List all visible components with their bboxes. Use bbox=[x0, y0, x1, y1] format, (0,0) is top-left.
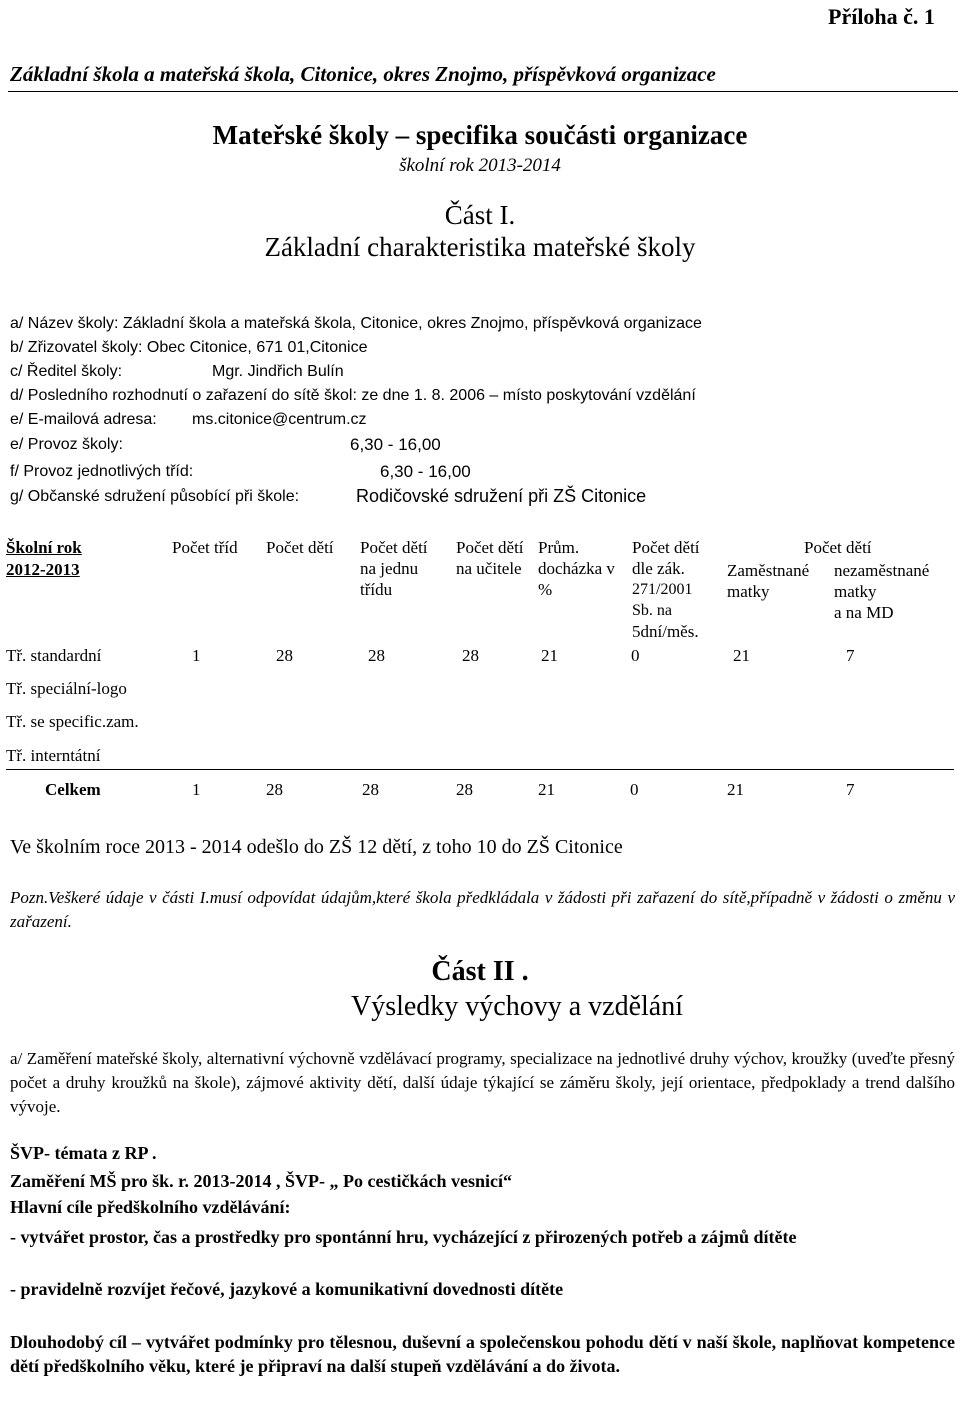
table-header-year: Školní rok bbox=[6, 538, 82, 557]
table-cell: 21 bbox=[727, 780, 744, 799]
info-b: b/ Zřizovatel školy: Obec Citonice, 671 01,Citonice bbox=[10, 339, 368, 356]
table-header-per-class: na jednu bbox=[360, 559, 419, 578]
table-row-label: Tř. speciální-logo bbox=[6, 679, 127, 698]
goal-1: - vytvářet prostor, čas a prostředky pro spontánní hru, vycházející z přirozených potřeb a zájmů dítěte bbox=[10, 1227, 797, 1247]
table-header-unemployed: nezaměstnané bbox=[834, 561, 930, 580]
table-cell: 0 bbox=[630, 780, 639, 799]
info-c-label: c/ Ředitel školy: bbox=[10, 363, 123, 380]
table-cell: 28 bbox=[276, 646, 293, 665]
table-header-law: 5dní/měs. bbox=[632, 622, 699, 641]
table-cell: 7 bbox=[846, 780, 855, 799]
info-sdruzeni-label: g/ Občanské sdružení působící při škole: bbox=[10, 488, 300, 505]
part2-subheading: Výsledky výchovy a vzdělání bbox=[350, 991, 684, 1022]
table-header-per-teacher: na učitele bbox=[456, 559, 522, 578]
table-header-employed: Zaměstnané bbox=[727, 561, 810, 580]
info-tridy-value: 6,30 - 16,00 bbox=[380, 462, 471, 481]
remark: Pozn.Veškeré údaje v části I.musí odpovídat údajům,které škola předkládala v žádosti při zařazení do sítě,případně v žádosti o změnu v zařazení. bbox=[10, 888, 955, 931]
organization-name: Základní škola a mateřská škola, Citonice, okres Znojmo, příspěvková organizace bbox=[10, 62, 716, 86]
info-sdruzeni-value: Rodičovské sdružení při ZŠ Citonice bbox=[356, 486, 647, 506]
table-header-unemployed: matky bbox=[834, 582, 877, 601]
table-header-children: Počet dětí bbox=[266, 538, 334, 557]
table-header-per-class: Počet dětí bbox=[360, 538, 428, 557]
school-year: školní rok 2013-2014 bbox=[399, 155, 561, 176]
info-email-label: e/ E-mailová adresa: bbox=[10, 411, 157, 428]
table-row-label: Tř. interntátní bbox=[6, 746, 101, 765]
table-header-employed: matky bbox=[727, 582, 770, 601]
table-total-rule bbox=[6, 769, 954, 770]
part2-heading: Část II . bbox=[431, 956, 529, 987]
info-provoz-label: e/ Provoz školy: bbox=[10, 436, 123, 453]
table-cell: 28 bbox=[266, 780, 283, 799]
table-header-law: 271/2001 bbox=[632, 581, 693, 598]
table-row-label: Tř. standardní bbox=[6, 646, 102, 665]
table-row-label: Tř. se specific.zam. bbox=[6, 712, 139, 731]
departure-note: Ve školním roce 2013 - 2014 odešlo do ZŠ 12 dětí, z toho 10 do ZŠ Citonice bbox=[10, 836, 623, 858]
table-cell: 28 bbox=[462, 646, 479, 665]
info-a: a/ Název školy: Základní škola a mateřská škola, Citonice, okres Znojmo, příspěvková organizace bbox=[10, 315, 702, 332]
part1-subheading: Základní charakteristika mateřské školy bbox=[264, 232, 696, 262]
info-c-value: Mgr. Jindřich Bulín bbox=[212, 363, 344, 380]
info-provoz-value: 6,30 - 16,00 bbox=[350, 435, 441, 454]
table-cell: 28 bbox=[456, 780, 473, 799]
table-header-law: Sb. na bbox=[632, 602, 672, 619]
table-header-law: Počet dětí bbox=[632, 538, 700, 557]
table-cell: 21 bbox=[733, 646, 750, 665]
table-cell: 21 bbox=[538, 780, 555, 799]
table-header-per-teacher: Počet dětí bbox=[456, 538, 524, 557]
goal-2: - pravidelně rozvíjet řečové, jazykové a komunikativní dovednosti dítěte bbox=[10, 1279, 564, 1299]
header-rule bbox=[8, 91, 958, 92]
table-cell: 1 bbox=[192, 646, 201, 665]
part1-heading: Část I. bbox=[444, 200, 516, 230]
svp-topics: ŠVP- témata z RP . bbox=[10, 1143, 157, 1163]
table-cell: 1 bbox=[192, 780, 201, 799]
table-cell: 0 bbox=[631, 646, 640, 665]
table-header-per-class: třídu bbox=[360, 580, 393, 599]
info-tridy-label: f/ Provoz jednotlivých tříd: bbox=[10, 463, 194, 480]
table-header-classes: Počet tříd bbox=[172, 538, 238, 557]
part2-paragraph-a: a/ Zaměření mateřské školy, alternativní výchovně vzdělávací programy, specializace na jednotlivé druhy výchov, kroužky (uveďte přesný počet a druhy kroužků na škole), zájmové aktivity dětí, další údaje týkající se záměru školy, její orientace, předpoklady a trend dalšího vývoje. bbox=[10, 1049, 955, 1116]
focus-line: Zaměření MŠ pro šk. r. 2013-2014 , ŠVP- „ Po cestičkách vesnicí“ bbox=[10, 1171, 512, 1191]
table-header-law: dle zák. bbox=[632, 559, 685, 578]
info-d: d/ Posledního rozhodnutí o zařazení do sítě škol: ze dne 1. 8. 2006 – místo poskytování vzdělání bbox=[10, 387, 696, 404]
annex-label: Příloha č. 1 bbox=[828, 4, 935, 29]
table-cell: 7 bbox=[846, 646, 855, 665]
table-cell: 28 bbox=[362, 780, 379, 799]
table-cell: 28 bbox=[368, 646, 385, 665]
goals-title: Hlavní cíle předškolního vzdělávání: bbox=[10, 1197, 291, 1217]
table-header-mothers: Počet dětí bbox=[804, 538, 872, 557]
table-header-year-value: 2012-2013 bbox=[6, 560, 80, 579]
table-header-attendance: docházka v bbox=[538, 559, 615, 578]
table-header-unemployed: a na MD bbox=[834, 603, 894, 622]
table-total-label: Celkem bbox=[45, 780, 101, 799]
info-email-value: ms.citonice@centrum.cz bbox=[192, 411, 367, 428]
page-title: Mateřské školy – specifika součásti organizace bbox=[212, 120, 748, 150]
table-header-attendance: Prům. bbox=[538, 538, 580, 557]
table-header-attendance: % bbox=[538, 580, 553, 599]
long-term-goal: Dlouhodobý cíl – vytvářet podmínky pro tělesnou, duševní a společenskou pohodu dětí v naší škole, naplňovat kompetence dětí předškolního věku, které je připraví na další stupeň vzdělávání a do života. bbox=[10, 1332, 955, 1376]
table-cell: 21 bbox=[541, 646, 558, 665]
